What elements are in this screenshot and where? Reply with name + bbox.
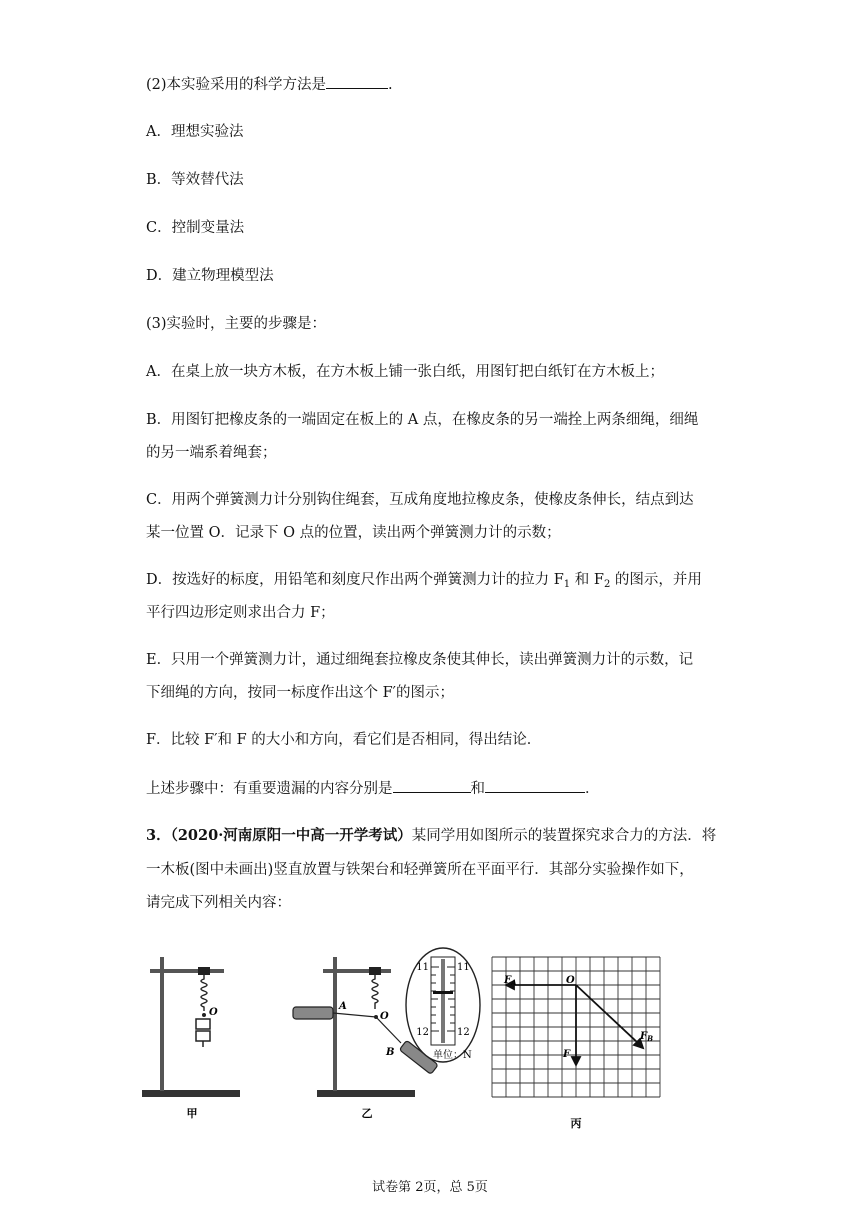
figure-bing — [490, 955, 662, 1135]
problem3-line1: 3．（2020·河南原阳一中高一开学考试）某同学用如图所示的装置探究求合力的方法．将 — [146, 827, 717, 844]
figure-yi — [283, 945, 483, 1120]
point-a-label: A — [339, 1001, 347, 1012]
answer-blank-2[interactable] — [485, 778, 585, 793]
point-b-label: B — [386, 1047, 395, 1058]
step-c-line2: 某一位置 O．记录下 O 点的位置，读出两个弹簧测力计的示数； — [146, 525, 561, 541]
caption-jia: 甲 — [186, 1107, 198, 1120]
weight-2 — [196, 1031, 210, 1041]
step-a: A．在桌上放一块方木板，在方木板上铺一张白纸，用图钉把白纸钉在方木板上； — [146, 364, 664, 380]
step-c-line1: C．用两个弹簧测力计分别钩住绳套，互成角度地拉橡皮条，使橡皮条伸长，结点到达 — [146, 492, 694, 508]
answer-blank-1[interactable] — [393, 778, 471, 793]
label-fb: $F_B$ — [640, 1031, 654, 1043]
caption-yi: 乙 — [361, 1107, 373, 1120]
q2-stem: (2)本实验采用的科学方法是 . — [146, 74, 393, 95]
label-o: O — [566, 975, 575, 986]
figure-jia — [140, 945, 245, 1120]
problem3-line2: 一木板(图中未画出)竖直放置与铁架台和轻弹簧所在平面平行．其部分实验操作如下， — [146, 862, 694, 878]
spring-scale-a — [293, 1007, 333, 1019]
scale-12-right: 12 — [457, 1027, 470, 1038]
pointer — [433, 991, 453, 994]
stand-base — [317, 1090, 415, 1097]
point-o-label: O — [209, 1007, 218, 1018]
label-f: F — [563, 1049, 571, 1060]
step-d-line1: D．按选好的标度，用铅笔和刻度尺作出两个弹簧测力计的拉力 $F_1$ 和 $F_2$ 的图示，并用 — [146, 572, 702, 590]
option-b: B．等效替代法 — [146, 172, 244, 188]
step-f: F．比较 F′和 F 的大小和方向，看它们是否相同，得出结论． — [146, 732, 542, 748]
stand-pole — [333, 957, 337, 1091]
step-d-line2: 平行四边形定则求出合力 F； — [146, 605, 335, 621]
weight-1 — [196, 1019, 210, 1029]
label-fa: $F_A$ — [504, 975, 517, 987]
answer-blank[interactable] — [326, 74, 388, 89]
option-d: D．建立物理模型法 — [146, 268, 274, 284]
stand-arm — [150, 969, 224, 973]
caption-bing: 丙 — [570, 1117, 582, 1130]
stand-pole — [160, 957, 164, 1091]
page-footer: 试卷第 2页，总 5页 — [372, 1180, 488, 1195]
step-e-line2: 下细绳的方向，按同一标度作出这个 F′的图示； — [146, 685, 454, 701]
step-e-line1: E．只用一个弹簧测力计，通过细绳套拉橡皮条使其伸长，读出弹簧测力计的示数，记 — [146, 652, 694, 668]
spring — [372, 975, 378, 1009]
step-b-line1: B．用图钉把橡皮条的一端固定在板上的 A 点，在橡皮条的另一端拴上两条细绳，细绳 — [146, 412, 699, 428]
omission-question: 上述步骤中：有重要遗漏的内容分别是 和 ． — [146, 778, 600, 799]
option-a: A．理想实验法 — [146, 124, 244, 140]
scale-11-right: 11 — [457, 962, 470, 973]
q3-stem: (3)实验时，主要的步骤是： — [146, 316, 327, 332]
unit-label: 单位：N — [433, 1050, 472, 1061]
step-b-line2: 的另一端系着绳套； — [146, 445, 277, 461]
scale-11-left: 11 — [416, 962, 429, 973]
option-c: C．控制变量法 — [146, 220, 245, 236]
spring — [201, 975, 207, 1011]
point-o-label: O — [380, 1011, 389, 1022]
stand-base — [142, 1090, 240, 1097]
vector-fb — [576, 985, 638, 1043]
scale-12-left: 12 — [416, 1027, 429, 1038]
problem3-line3: 请完成下列相关内容： — [146, 895, 291, 911]
